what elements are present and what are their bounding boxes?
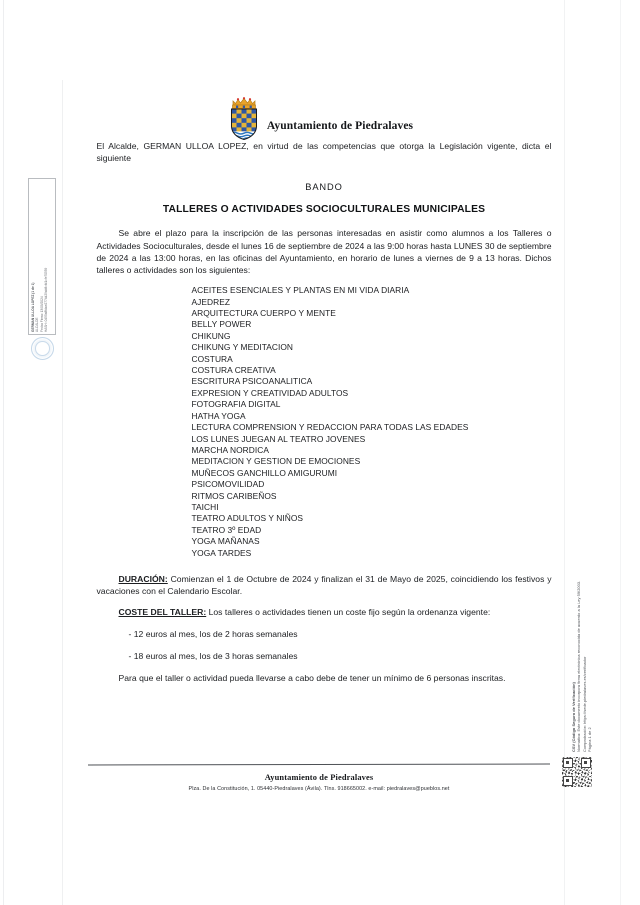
cost-text: Los talleres o actividades tienen un coste fijo según la ordenanza vigente: [206, 607, 491, 618]
list-item: TAICHI [191, 501, 219, 512]
list-item: CHIKUNG Y MEDITACION [191, 342, 294, 353]
list-item: COSTURA CREATIVA [191, 365, 276, 376]
duration-text: Comienzan el 1 de Octubre de 2024 y finalizan el 31 de Mayo de 2025, coincidiendo los festivos y vacaciones con el Calendario Escolar. [96, 573, 552, 597]
footer-address: Plza. De la Constitución, 1. 05440-Piedralaves (Ávila). Tlns. 918665002. e-mail: piedralaves@pueblos.net [188, 786, 450, 792]
csv-normative: Normativa: Este documento incorpora firma electrónica reconocida de acuerdo a la Ley 59/2003. [576, 580, 582, 752]
workshop-list [97, 285, 552, 559]
cost-item: - 12 euros al mes, los de 2 horas semanales [128, 628, 298, 639]
document-header [0, 96, 640, 140]
list-item: ARQUITECTURA CUERPO Y MENTE [191, 308, 336, 319]
list-item: RITMOS CARIBEÑOS [191, 490, 277, 501]
list-item: LOS LUNES JUEGAN AL TEATRO JOVENES [191, 433, 366, 444]
list-item: FOTOGRAFIA DIGITAL [191, 399, 281, 410]
organization-name: Ayuntamiento de Piedralaves [266, 120, 414, 132]
signature-hash: HASH: 0455a8fdae2774d29ab8cfd1cfe70559 [44, 267, 49, 332]
list-item: PSICOMOVILIDAD [191, 479, 265, 490]
list-item: TEATRO ADULTOS Y NIÑOS [191, 513, 304, 524]
list-item: LECTURA COMPRENSION Y REDACCION PARA TODAS LAS EDADES [191, 422, 469, 433]
list-item: EXPRESION Y CREATIVIDAD ADULTOS [191, 387, 349, 398]
qr-code-icon [562, 757, 592, 787]
list-item: ESCRITURA PSICOANALITICA [191, 376, 313, 387]
list-item: CHIKUNG [191, 330, 231, 341]
list-item: MUÑECOS GANCHILLO AMIGURUMI [191, 467, 338, 478]
qr-finder-top-left [563, 758, 573, 768]
qr-finder-top-right [581, 758, 591, 768]
list-item: MARCHA NORDICA [191, 444, 269, 455]
duration-paragraph [97, 573, 552, 597]
bando-heading: BANDO [305, 182, 343, 193]
minimum-paragraph: Para que el taller o actividad pueda llevarse a cabo debe de tener un mínimo de 6 personas inscritas. [118, 672, 506, 683]
list-item: YOGA TARDES [191, 547, 252, 558]
signer-name: GERMAN ULLOA LOPEZ (1 de 1) [31, 282, 35, 332]
document-footer [88, 764, 550, 792]
list-item: ACEITES ESENCIALES Y PLANTAS EN MI VIDA DIARIA [191, 285, 410, 296]
list-item: COSTURA [191, 353, 233, 364]
document-body [89, 140, 552, 684]
signer-role: ALCALDE [35, 317, 40, 332]
list-item: BELLY POWER [191, 319, 252, 330]
csv-page-number: Página 1 de 2 [587, 727, 593, 752]
duration-label: DURACIÓN: [118, 573, 168, 584]
list-item: YOGA MAÑANAS [191, 536, 260, 547]
page-title: TALLERES O ACTIVIDADES SOCIOCULTURALES MUNICIPALES [162, 204, 486, 216]
intro-paragraph: El Alcalde, GERMAN ULLOA LOPEZ, en virtud de las competencias que otorga la Legislación vigente, dicta el siguiente [96, 141, 552, 164]
footer-organization: Ayuntamiento de Piedralaves [264, 773, 374, 782]
footer-divider [88, 764, 550, 766]
cost-item: - 18 euros al mes, los de 3 horas semanales [128, 650, 298, 661]
announcement-paragraph: Se abre el plazo para la inscripción de las personas interesadas en asistir como alumnos a los Talleres o Actividades Socioculturales, desde el lunes 16 de septiembre de 2024 a las 9:00 horas hasta LUNES 30 de septiembre de 2024 a las 13:00 horas, en las oficinas del Ayuntamiento, en horario de lunes a viernes de 9 a 13 horas. Dichos talleres o actividades son los siguientes: [96, 228, 552, 276]
csv-label: CSV (Código Seguro de Verificación) [571, 682, 576, 752]
qr-finder-bottom-left [563, 776, 573, 786]
list-item: MEDITACION Y GESTION DE EMOCIONES [191, 456, 361, 467]
csv-verification-url: Comprobación: https://sede.piedralaves.es/verificador [581, 656, 587, 752]
cost-paragraph [97, 606, 552, 618]
list-item: AJEDREZ [191, 296, 231, 307]
cost-label: COSTE DEL TALLER: [118, 607, 207, 618]
signature-date: Fecha Firma: 13/09/2024 [39, 296, 44, 332]
list-item: HATHA YOGA [191, 410, 246, 421]
coat-of-arms-icon [227, 96, 261, 140]
list-item: TEATRO 3º EDAD [191, 524, 262, 535]
